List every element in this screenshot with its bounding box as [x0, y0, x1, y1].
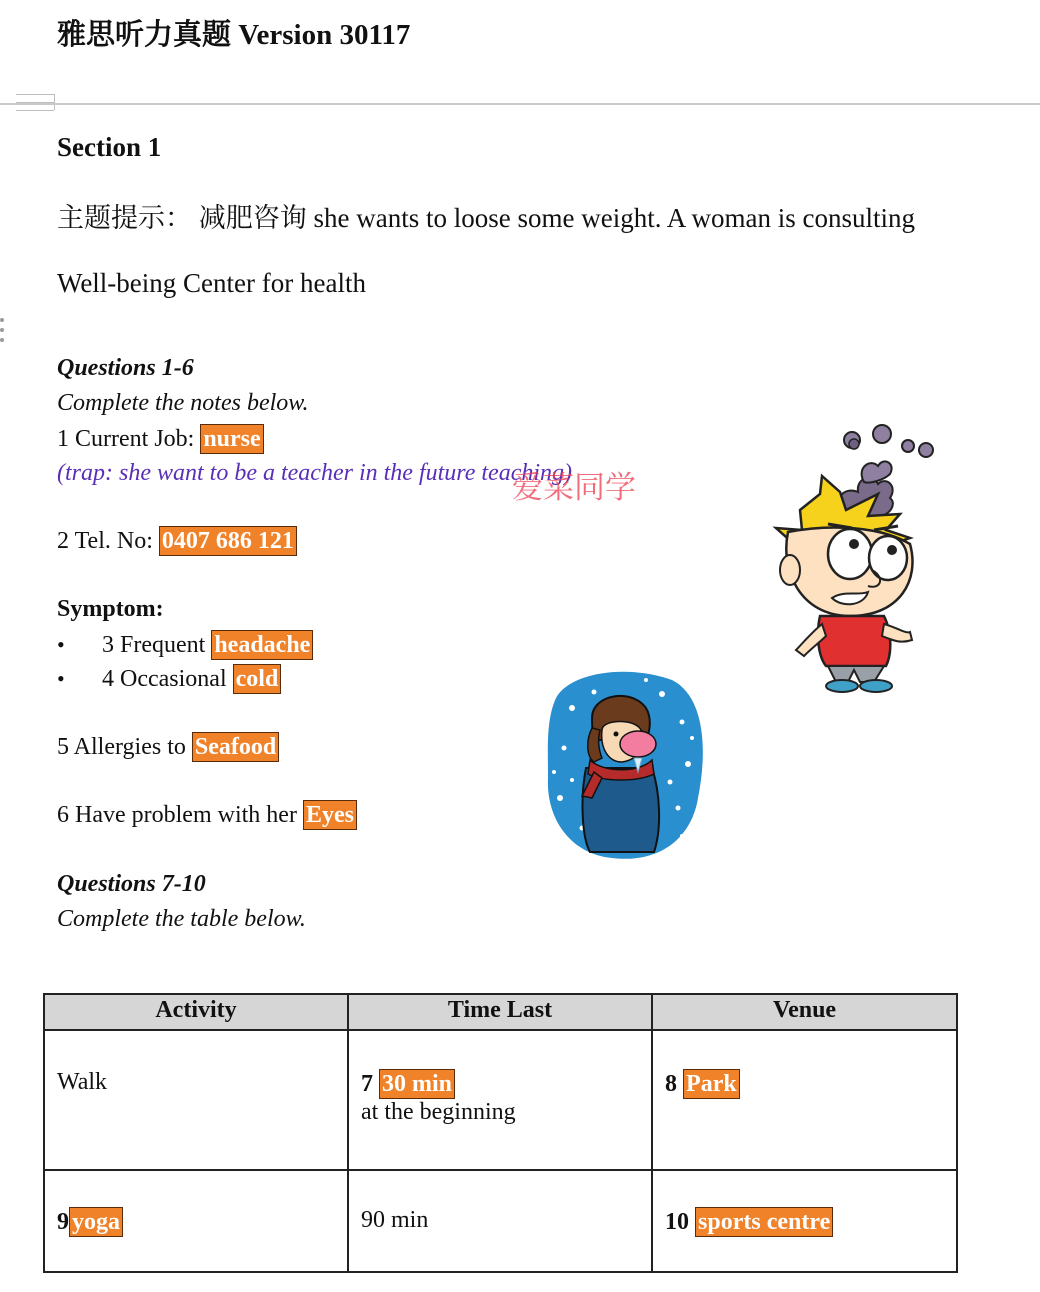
activity-table: [43, 993, 958, 1273]
document-title: 雅思听力真题 Version 30117: [57, 19, 411, 51]
answer-seafood: Seafood: [192, 732, 279, 762]
cell-activity: [44, 1170, 348, 1272]
question-3: [102, 630, 313, 660]
question-6: [57, 800, 357, 830]
question-5: [57, 732, 279, 762]
symptom-heading: Symptom:: [57, 596, 164, 622]
section-heading: Section 1: [57, 132, 162, 162]
time-note: at the beginning: [361, 1099, 516, 1125]
questions-1-6-heading: Questions 1-6: [57, 355, 194, 381]
question-4-label: 4 Occasional: [102, 666, 227, 692]
cold-man-illustration-icon: [542, 668, 708, 864]
question-9-number: 9: [57, 1209, 69, 1235]
questions-7-10-instruction: Complete the table below.: [57, 906, 306, 932]
answer-sports-centre: sports centre: [695, 1207, 833, 1237]
topic-hint: 主题提示： 减肥咨询 she wants to loose some weight. A woman is consulting: [57, 203, 915, 233]
answer-cold: cold: [233, 664, 282, 694]
header-activity: Activity: [44, 994, 348, 1030]
questions-1-6-instruction: Complete the notes below.: [57, 390, 309, 416]
answer-eyes: Eyes: [303, 800, 357, 830]
question-5-label: 5 Allergies to: [57, 734, 186, 760]
question-1: [57, 424, 264, 454]
trap-note: (trap: she want to be a teacher in the future teaching): [57, 460, 573, 486]
topic-hint-continued: Well-being Center for health: [57, 268, 366, 298]
answer-30-min: 30 min: [379, 1069, 455, 1099]
watermark: 爱菜同学: [512, 470, 636, 506]
question-6-label: 6 Have problem with her: [57, 802, 297, 828]
questions-7-10-heading: Questions 7-10: [57, 871, 206, 897]
question-8-number: 8: [665, 1071, 678, 1097]
margin-marker: [16, 92, 56, 112]
cell-activity: Walk: [44, 1030, 348, 1170]
question-3-label: 3 Frequent: [102, 632, 206, 658]
bullet-icon: •: [57, 666, 65, 691]
bullet-icon: •: [57, 632, 65, 657]
symptom-list: [57, 630, 457, 700]
answer-headache: headache: [211, 630, 313, 660]
answer-nurse: nurse: [200, 424, 263, 454]
answer-park: Park: [683, 1069, 740, 1099]
header-divider: [0, 103, 1040, 105]
question-7-number: 7: [361, 1071, 374, 1097]
header-time-last: Time Last: [348, 994, 652, 1030]
header-venue: Venue: [652, 994, 957, 1030]
table-row: [44, 1170, 957, 1272]
cell-time: [348, 1030, 652, 1170]
question-2: [57, 526, 297, 556]
cell-time: 90 min: [348, 1170, 652, 1272]
table-header-row: [44, 994, 957, 1030]
table-row: [44, 1030, 957, 1170]
confused-boy-illustration-icon: [760, 420, 960, 695]
side-handle[interactable]: [0, 318, 6, 350]
question-4: [102, 664, 281, 694]
answer-phone: 0407 686 121: [159, 526, 297, 556]
question-1-label: 1 Current Job:: [57, 426, 195, 452]
cell-venue: [652, 1170, 957, 1272]
cell-venue: [652, 1030, 957, 1170]
question-10-number: 10: [665, 1209, 690, 1235]
question-2-label: 2 Tel. No:: [57, 528, 153, 554]
answer-yoga: yoga: [69, 1207, 123, 1237]
